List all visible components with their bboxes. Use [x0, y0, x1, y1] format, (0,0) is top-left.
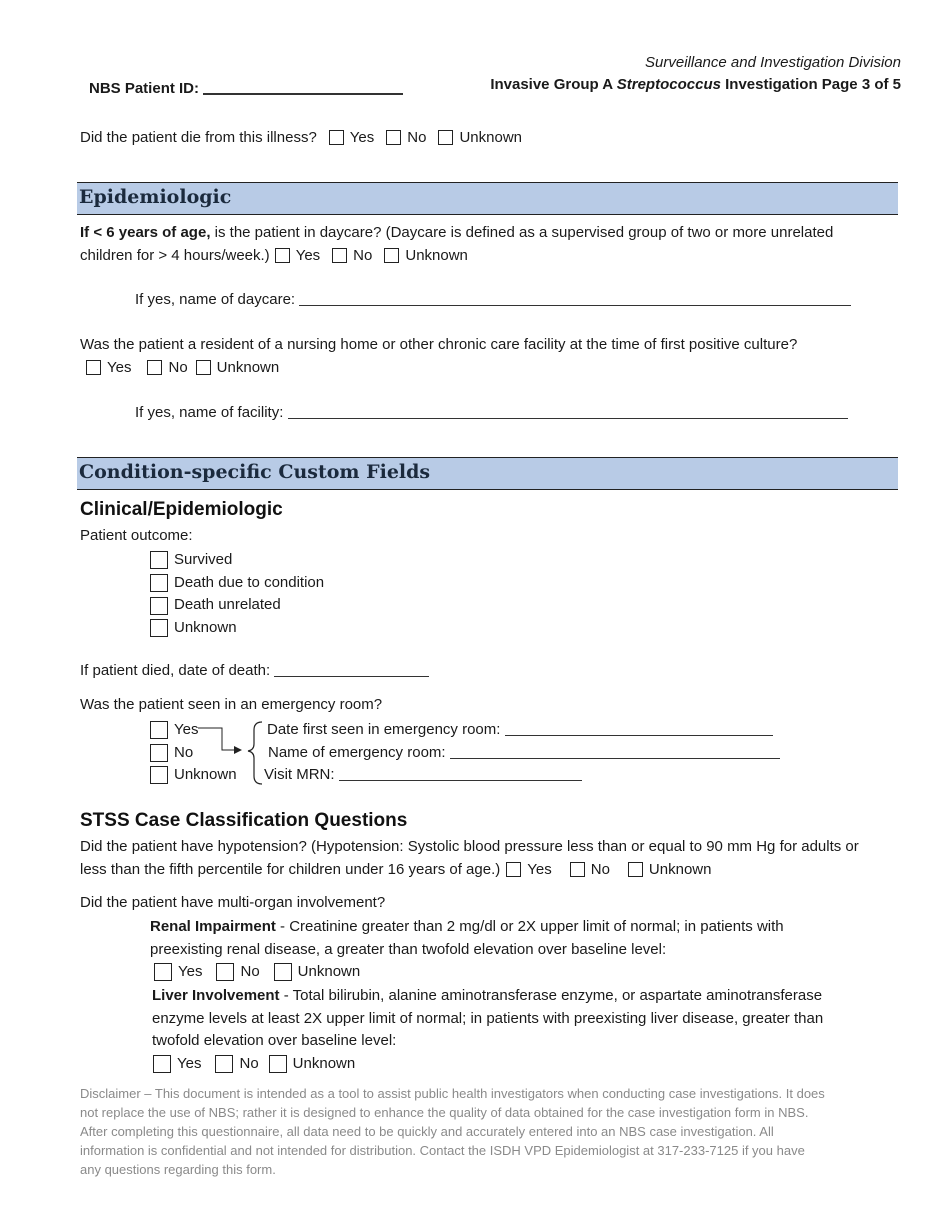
nursing-unknown-option[interactable]: Unknown [196, 359, 280, 376]
disclaimer-line: any questions regarding this form. [80, 1162, 276, 1177]
renal-yes-checkbox[interactable] [154, 963, 172, 981]
outcome-survived-option[interactable]: Survived [150, 549, 324, 572]
daycare-yes-option[interactable]: Yes [275, 245, 320, 268]
nursing-options [86, 359, 279, 376]
er-question: Was the patient seen in an emergency room? [80, 696, 383, 713]
nursing-yes-option[interactable]: Yes [86, 359, 131, 376]
patient-id-label: NBS Patient ID: [89, 80, 200, 97]
liver-no-option[interactable]: No [215, 1053, 258, 1076]
facility-name-row [135, 404, 848, 421]
liver-text-line2: enzyme levels at least 2X upper limit of normal; in patients with preexisting liver disease, greater than [152, 1009, 824, 1027]
die-yes-checkbox[interactable] [329, 130, 344, 145]
death-date-label: If patient died, date of death: [80, 662, 271, 679]
disclaimer-line: After completing this questionnaire, all data need to be quickly and accurately entered into an NBS case investigation. All [80, 1124, 774, 1139]
patient-id-field[interactable] [203, 79, 403, 95]
liver-yes-checkbox[interactable] [153, 1055, 171, 1073]
die-yes-option[interactable]: Yes [329, 129, 374, 146]
nursing-unknown-checkbox[interactable] [196, 360, 211, 375]
er-mrn-label: Visit MRN: [264, 766, 335, 783]
death-date-row [80, 662, 429, 679]
hypotension-line2: less than the fifth percentile for children under 16 years of age.) [80, 860, 501, 878]
outcome-death-unrelated-checkbox[interactable] [150, 597, 168, 615]
hypotension-line1: Did the patient have hypotension? (Hypotension: Systolic blood pressure less than or equal to 90 mm Hg for adults or [80, 838, 859, 855]
daycare-yes-checkbox[interactable] [275, 248, 290, 263]
renal-title: Renal Impairment [150, 918, 276, 935]
form-title-pre: Invasive Group A [490, 76, 617, 93]
outcome-death-condition-option[interactable]: Death due to condition [150, 572, 324, 595]
form-title-italic: Streptococcus [616, 76, 721, 93]
disclaimer-line: information is confidential and not intended for distribution. Contact the ISDH VPD Epidemiologist at 317-233-7125 if you have [80, 1143, 805, 1158]
renal-block [150, 916, 784, 984]
renal-no-option[interactable]: No [216, 961, 259, 984]
liver-yes-option[interactable]: Yes [153, 1053, 201, 1076]
renal-text: - Creatinine greater than 2 mg/dl or 2X upper limit of normal; in patients with [275, 918, 784, 935]
renal-text-line2: preexisting renal disease, a greater than twofold elevation over baseline level: [150, 940, 667, 958]
epidemiologic-section-header [77, 182, 898, 215]
hypotension-no-option[interactable]: No [570, 859, 610, 882]
outcome-list [150, 549, 324, 640]
renal-no-checkbox[interactable] [216, 963, 234, 981]
daycare-name-field[interactable] [299, 291, 851, 306]
liver-block [152, 985, 823, 1075]
form-title [490, 76, 901, 93]
daycare-no-option[interactable]: No [332, 245, 372, 268]
die-question-label: Did the patient die from this illness? [80, 129, 317, 146]
er-name-label: Name of emergency room: [268, 743, 446, 761]
die-unknown-checkbox[interactable] [438, 130, 453, 145]
outcome-death-unrelated-option[interactable]: Death unrelated [150, 594, 324, 617]
renal-yes-option[interactable]: Yes [154, 961, 202, 984]
er-mrn-field[interactable] [339, 766, 582, 781]
er-date-row [264, 719, 780, 742]
die-unknown-option[interactable]: Unknown [438, 129, 522, 146]
outcome-label: Patient outcome: [80, 527, 193, 544]
outcome-unknown-option[interactable]: Unknown [150, 617, 324, 640]
daycare-question-line2: children for > 4 hours/week.) [80, 246, 270, 264]
nursing-no-option[interactable]: No [147, 359, 187, 376]
outcome-unknown-checkbox[interactable] [150, 619, 168, 637]
clinical-heading: Clinical/Epidemiologic [80, 499, 283, 520]
er-unknown-checkbox[interactable] [150, 766, 168, 784]
liver-unknown-option[interactable]: Unknown [269, 1053, 356, 1076]
patient-id-row [89, 79, 403, 97]
multi-organ-question: Did the patient have multi-organ involvement? [80, 894, 386, 911]
daycare-name-row [135, 291, 851, 308]
liver-title: Liver Involvement [152, 987, 280, 1004]
er-name-field[interactable] [450, 744, 780, 759]
hypotension-question [80, 836, 859, 881]
daycare-question-bold: If < 6 years of age, [80, 224, 211, 241]
disclaimer-line: Disclaimer – This document is intended as a tool to assist public health investigators when conducting case investigations. It does [80, 1086, 825, 1101]
er-yes-option[interactable]: Yes [150, 719, 237, 742]
die-no-checkbox[interactable] [386, 130, 401, 145]
daycare-name-label: If yes, name of daycare: [135, 291, 296, 308]
liver-no-checkbox[interactable] [215, 1055, 233, 1073]
daycare-unknown-checkbox[interactable] [384, 248, 399, 263]
outcome-survived-checkbox[interactable] [150, 551, 168, 569]
form-title-post: Investigation Page 3 of 5 [720, 76, 901, 93]
er-no-option[interactable]: No [150, 742, 237, 765]
death-date-field[interactable] [274, 662, 429, 677]
facility-name-field[interactable] [288, 404, 848, 419]
er-unknown-option[interactable]: Unknown [150, 764, 237, 787]
er-connector-arrow-icon [196, 720, 266, 790]
hypotension-yes-option[interactable]: Yes [506, 859, 551, 882]
daycare-question-text: is the patient in daycare? (Daycare is defined as a supervised group of two or more unrelated [210, 224, 834, 241]
epidemiologic-title: Epidemiologic [79, 186, 232, 208]
facility-name-label: If yes, name of facility: [135, 404, 284, 421]
division-label: Surveillance and Investigation Division [645, 54, 901, 71]
er-yes-checkbox[interactable] [150, 721, 168, 739]
er-date-label: Date first seen in emergency room: [267, 721, 501, 738]
er-no-checkbox[interactable] [150, 744, 168, 762]
custom-fields-title: Condition-specific Custom Fields [79, 461, 431, 483]
nursing-question [80, 334, 797, 357]
disclaimer-line: not replace the use of NBS; rather it is designed to enhance the quality of data obtained for the case investigation form in NBS. [80, 1105, 809, 1120]
daycare-no-checkbox[interactable] [332, 248, 347, 263]
liver-text-line3: twofold elevation over baseline level: [152, 1032, 397, 1049]
hypotension-unknown-option[interactable]: Unknown [628, 859, 712, 882]
daycare-unknown-option[interactable]: Unknown [384, 245, 468, 268]
er-name-row [264, 742, 780, 765]
hypotension-yes-checkbox[interactable] [506, 862, 521, 877]
er-mrn-row [264, 764, 780, 787]
er-fields [264, 719, 780, 787]
die-question-row [80, 129, 522, 146]
stss-heading: STSS Case Classification Questions [80, 810, 408, 831]
er-date-field[interactable] [505, 721, 773, 736]
nursing-yes-checkbox[interactable] [86, 360, 101, 375]
hypotension-no-checkbox[interactable] [570, 862, 585, 877]
nursing-question-text: Was the patient a resident of a nursing home or other chronic care facility at the time of first positive culture? [80, 336, 798, 353]
liver-unknown-checkbox[interactable] [269, 1055, 287, 1073]
daycare-question [80, 222, 833, 267]
outcome-death-condition-checkbox[interactable] [150, 574, 168, 592]
die-no-option[interactable]: No [386, 129, 426, 146]
hypotension-unknown-checkbox[interactable] [628, 862, 643, 877]
nursing-no-checkbox[interactable] [147, 360, 162, 375]
renal-unknown-checkbox[interactable] [274, 963, 292, 981]
renal-unknown-option[interactable]: Unknown [274, 961, 361, 984]
disclaimer [80, 1084, 900, 1179]
liver-text: - Total bilirubin, alanine aminotransferase enzyme, or aspartate aminotransferase [279, 987, 823, 1004]
custom-fields-section-header [77, 457, 898, 490]
